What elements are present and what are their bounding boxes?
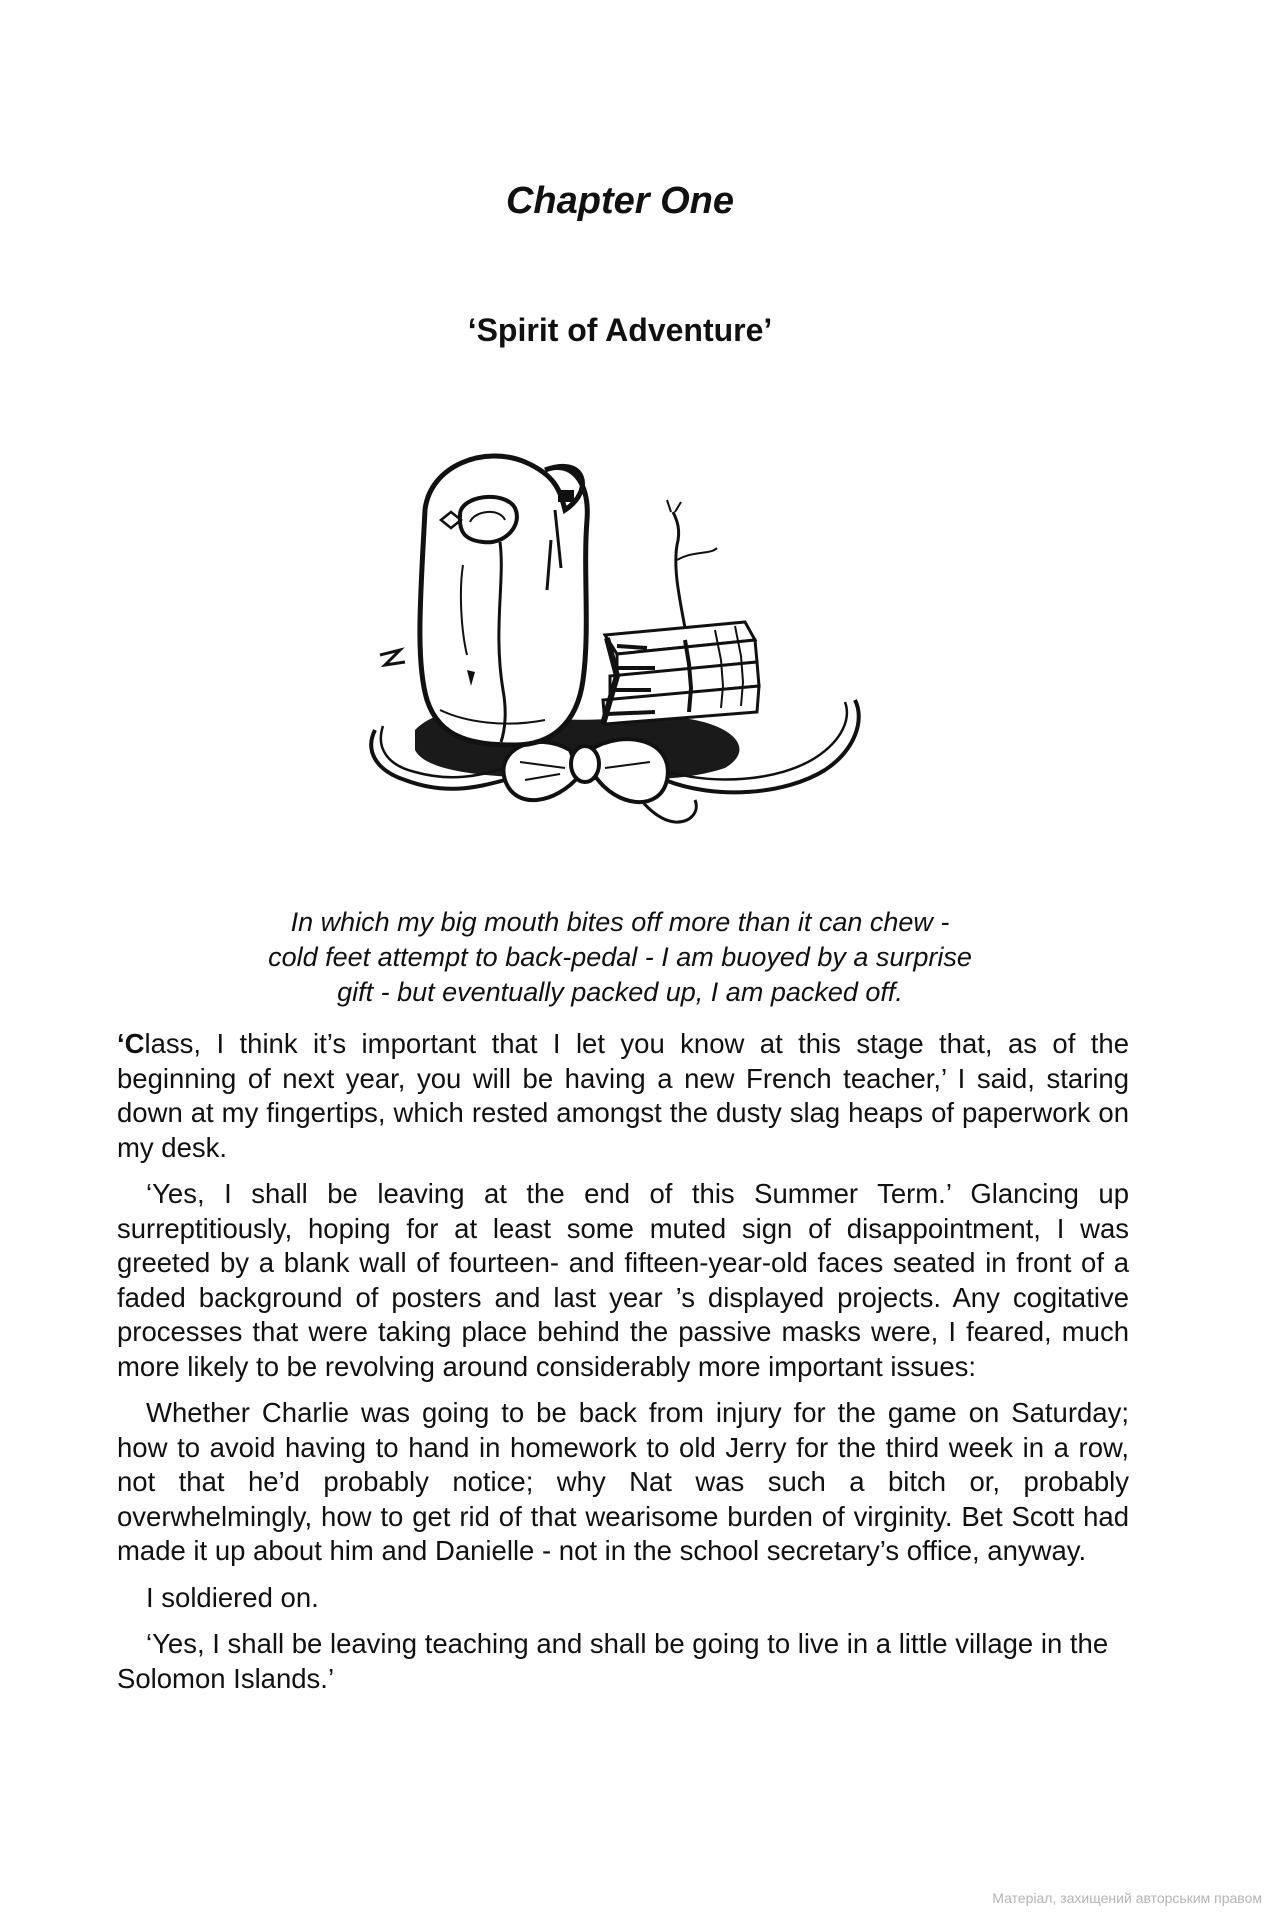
chapter-body (117, 1027, 1129, 1708)
paragraph-lead-letter: ‘C (117, 1028, 145, 1059)
chapter-title: Chapter One (505, 180, 735, 222)
copyright-watermark: Матеріал, захищений авторським правом (992, 1890, 1262, 1906)
body-paragraph: Whether Charlie was going to be back from injury for the game on Saturday; how to avoid having to hand in homework to old Jerry for the third week in a row, not that he’d probably notice; why Nat was such a bitch or, probably overwhelmingly, how to get rid of that wearisome burden of virginity. Bet Scott had made it up about him and Danielle - not in the school secretary’s office, anyway. (117, 1397, 1129, 1566)
chapter-epigraph (200, 905, 1040, 1010)
epigraph-line: In which my big mouth bites off more than it can chew - (290, 907, 950, 937)
body-paragraph (117, 1027, 1129, 1165)
chapter-subtitle: ‘Spirit of Adventure’ (467, 312, 773, 348)
body-paragraph: ‘Yes, I shall be leaving at the end of this Summer Term.’ Glancing up surreptitiously, hoping for at least some muted sign of disappointment, I was greeted by a blank wall of fourteen- and fifteen-year-old faces seated in front of a faded background of posters and last year ’s displayed projects. Any cogitative processes that were taking place behind the passive masks were, I feared, much more likely to be revolving around considerably more important issues: (117, 1178, 1129, 1382)
epigraph-line: cold feet attempt to back-pedal - I am buoyed by a surprise (268, 942, 972, 972)
paragraph-text: lass, I think it’s important that I let you know at this stage that, as of the beginning of next year, you will be having a new French teacher,’ I said, staring down at my fingertips, which rested amongst the dusty slag heaps of paperwork on my desk. (117, 1028, 1129, 1163)
epigraph-line: gift - but eventually packed up, I am packed off. (337, 977, 903, 1007)
life-jacket-and-books-illustration (355, 450, 900, 835)
body-paragraph: I soldiered on. (146, 1581, 319, 1613)
body-paragraph: ‘Yes, I shall be leaving teaching and shall be going to live in a little village in the Solomon Islands.’ (117, 1628, 1109, 1694)
